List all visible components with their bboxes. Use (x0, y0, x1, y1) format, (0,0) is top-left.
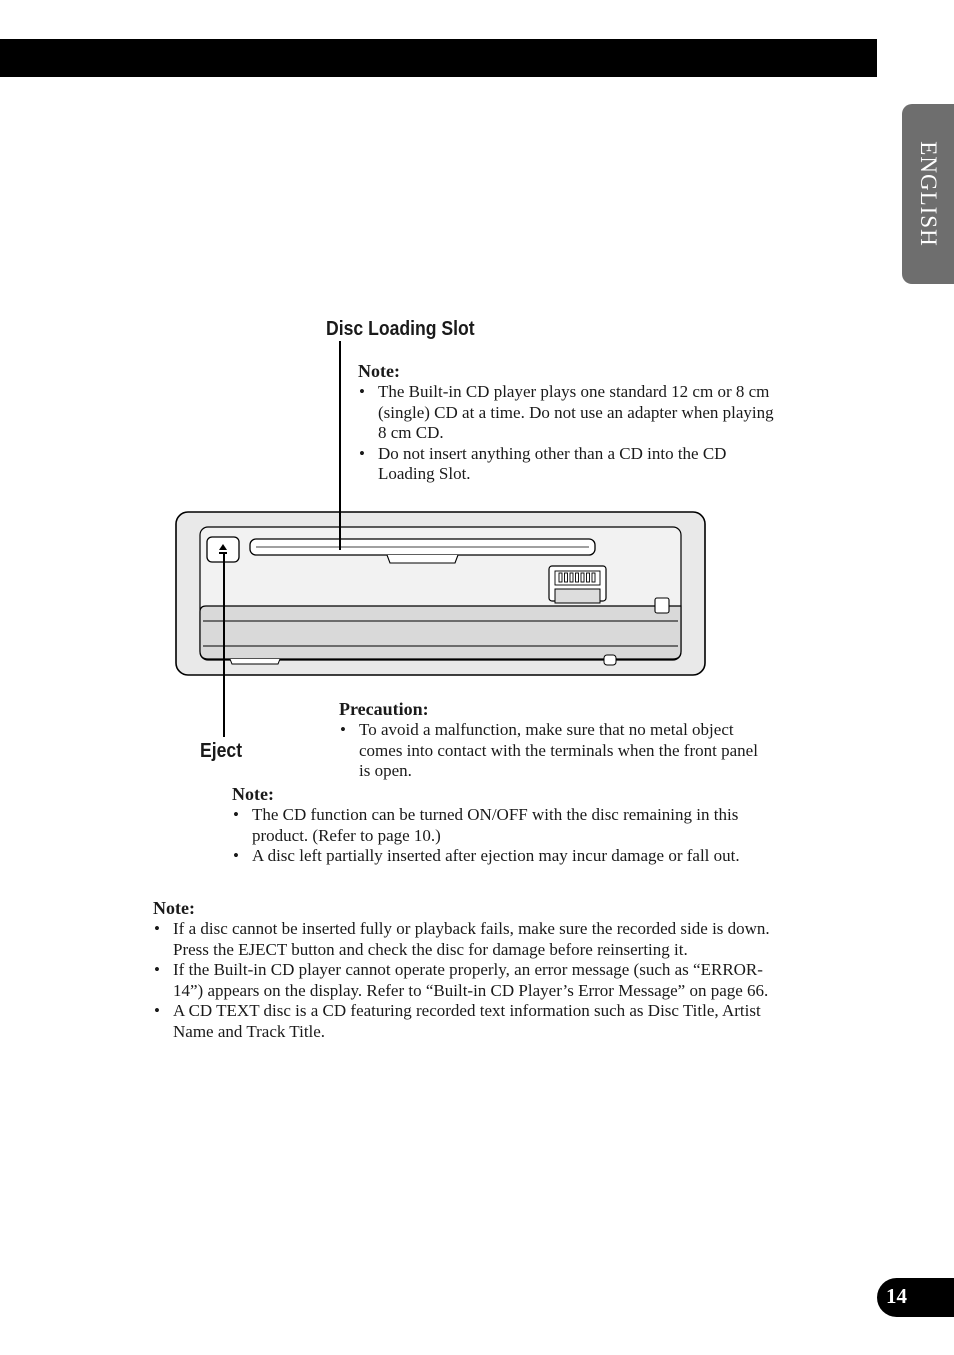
list-item: • A CD TEXT disc is a CD featuring recorded text information such as Disc Title, Artist Name and Track Title. (153, 1001, 783, 1042)
eject-leader-line (223, 553, 225, 737)
panel-latch (655, 598, 669, 613)
list-item: • If a disc cannot be inserted fully or playback fails, make sure the recorded side is down. Press the EJECT button and check the disc for damage before reinserting it. (153, 919, 783, 960)
note-disc-slot (358, 360, 778, 485)
list-item: • To avoid a malfunction, make sure that no metal object comes into contact with the terminals when the front panel is open. (339, 720, 769, 782)
slot-leader-line (339, 341, 341, 550)
language-tab-label: ENGLISH (916, 141, 941, 247)
note-heading: Note: (153, 898, 195, 918)
page-number-badge (877, 1278, 954, 1317)
list-item: • A disc left partially inserted after ejection may incur damage or fall out. (232, 846, 792, 867)
page-number: 14 (886, 1284, 907, 1308)
disc-loading-slot-label: Disc Loading Slot (326, 318, 475, 340)
front-panel (200, 606, 681, 659)
note-heading: Note: (232, 784, 274, 804)
note-heading: Note: (358, 361, 400, 381)
precaution-block (339, 698, 769, 782)
precaution-heading: Precaution: (339, 699, 429, 719)
list-item: • If the Built-in CD player cannot operate properly, an error message (such as “ERROR-14”) appears on the display. Refer to “Built-in CD Player’s Error Message” on page 66. (153, 960, 783, 1001)
list-item: • The Built-in CD player plays one standard 12 cm or 8 cm (single) CD at a time. Do not use an adapter when playing 8 cm CD. (358, 382, 778, 444)
note-eject (232, 783, 792, 867)
note-main (153, 897, 783, 1043)
eject-label: Eject (200, 740, 243, 762)
list-item: • The CD function can be turned ON/OFF with the disc remaining in this product. (Refer to page 10.) (232, 805, 792, 846)
list-item: • Do not insert anything other than a CD into the CD Loading Slot. (358, 444, 778, 485)
